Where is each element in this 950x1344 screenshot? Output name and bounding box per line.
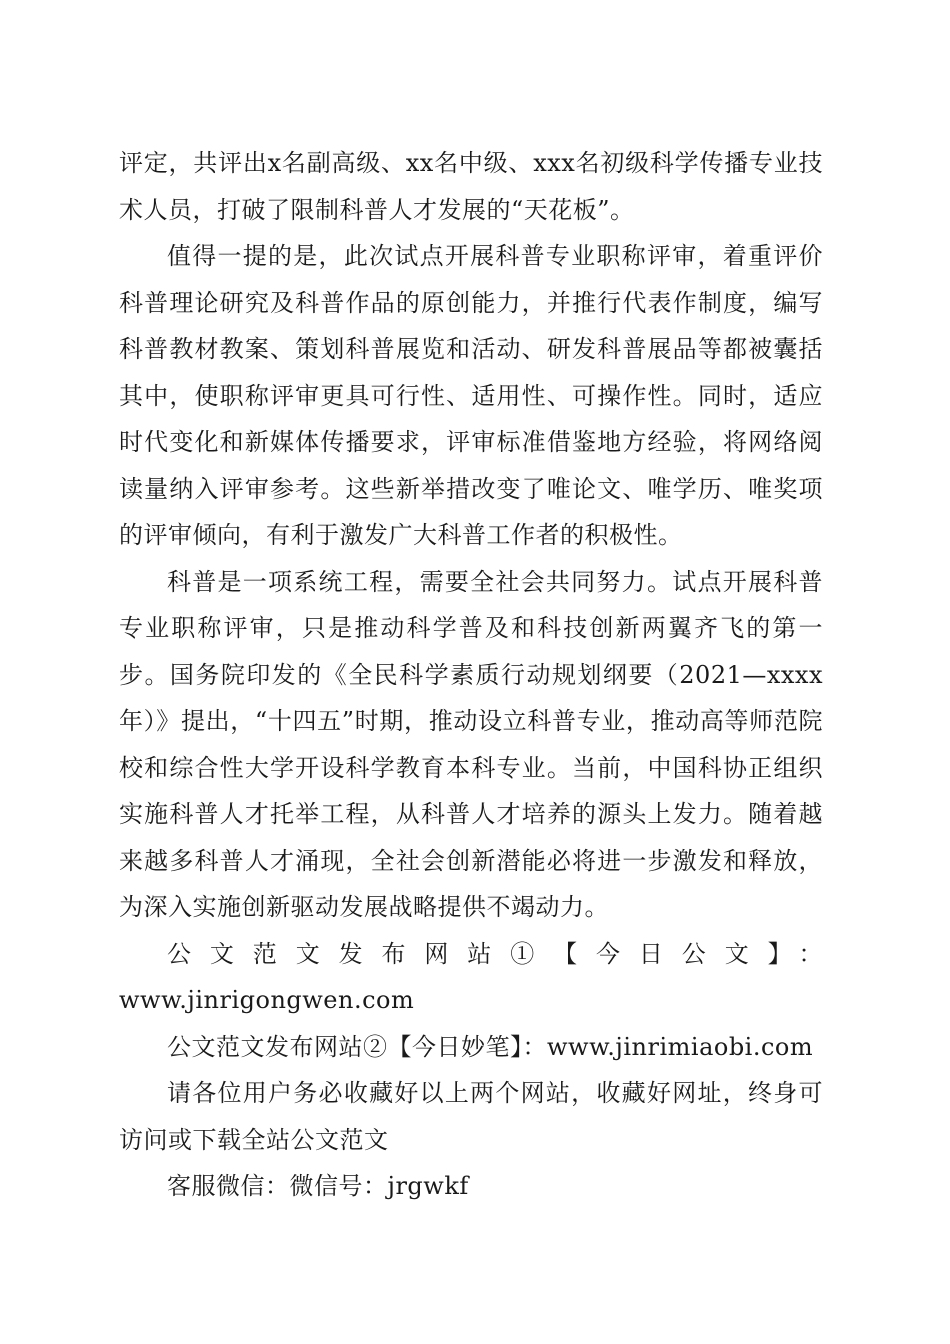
bookmark-notice: 请各位用户务必收藏好以上两个网站，收藏好网址，终身可访问或下载全站公文范文 <box>119 1079 823 1154</box>
customer-service: 客服微信：微信号：jrgwkf <box>167 1172 469 1200</box>
site1-label: 公文范文发布网站①【今日公文】： <box>167 939 823 968</box>
document-body <box>119 140 823 1210</box>
paragraph-1: 评定，共评出x名副高级、xx名中级、xxx名初级科学传播专业技术人员，打破了限制科普人才发展的“天花板”。 <box>119 149 823 224</box>
site2-line: 公文范文发布网站②【今日妙笔】：www.jinrimiaobi.com <box>167 1032 814 1061</box>
site1-url: www.jinrigongwen.com <box>119 986 415 1014</box>
paragraph-2: 值得一提的是，此次试点开展科普专业职称评审，着重评价科普理论研究及科普作品的原创能力，并推行代表作制度，编写科普教材教案、策划科普展览和活动、研发科普展品等都被囊括其中，使职称评审更具可行性、适用性、可操作性。同时，适应时代变化和新媒体传播要求，评审标准借鉴地方经验，将网络阅读量纳入评审参考。这些新举措改变了唯论文、唯学历、唯奖项的评审倾向，有利于激发广大科普工作者的积极性。 <box>119 242 823 549</box>
paragraph-3: 科普是一项系统工程，需要全社会共同努力。试点开展科普专业职称评审，只是推动科学普及和科技创新两翼齐飞的第一步。国务院印发的《全民科学素质行动规划纲要（2021—xxxx年）》提出，“十四五”时期，推动设立科普专业，推动高等师范院校和综合性大学开设科学教育本科专业。当前，中国科协正组织实施科普人才托举工程，从科普人才培养的源头上发力。随着越来越多科普人才涌现，全社会创新潜能必将进一步激发和释放，为深入实施创新驱动发展战略提供不竭动力。 <box>119 567 823 921</box>
